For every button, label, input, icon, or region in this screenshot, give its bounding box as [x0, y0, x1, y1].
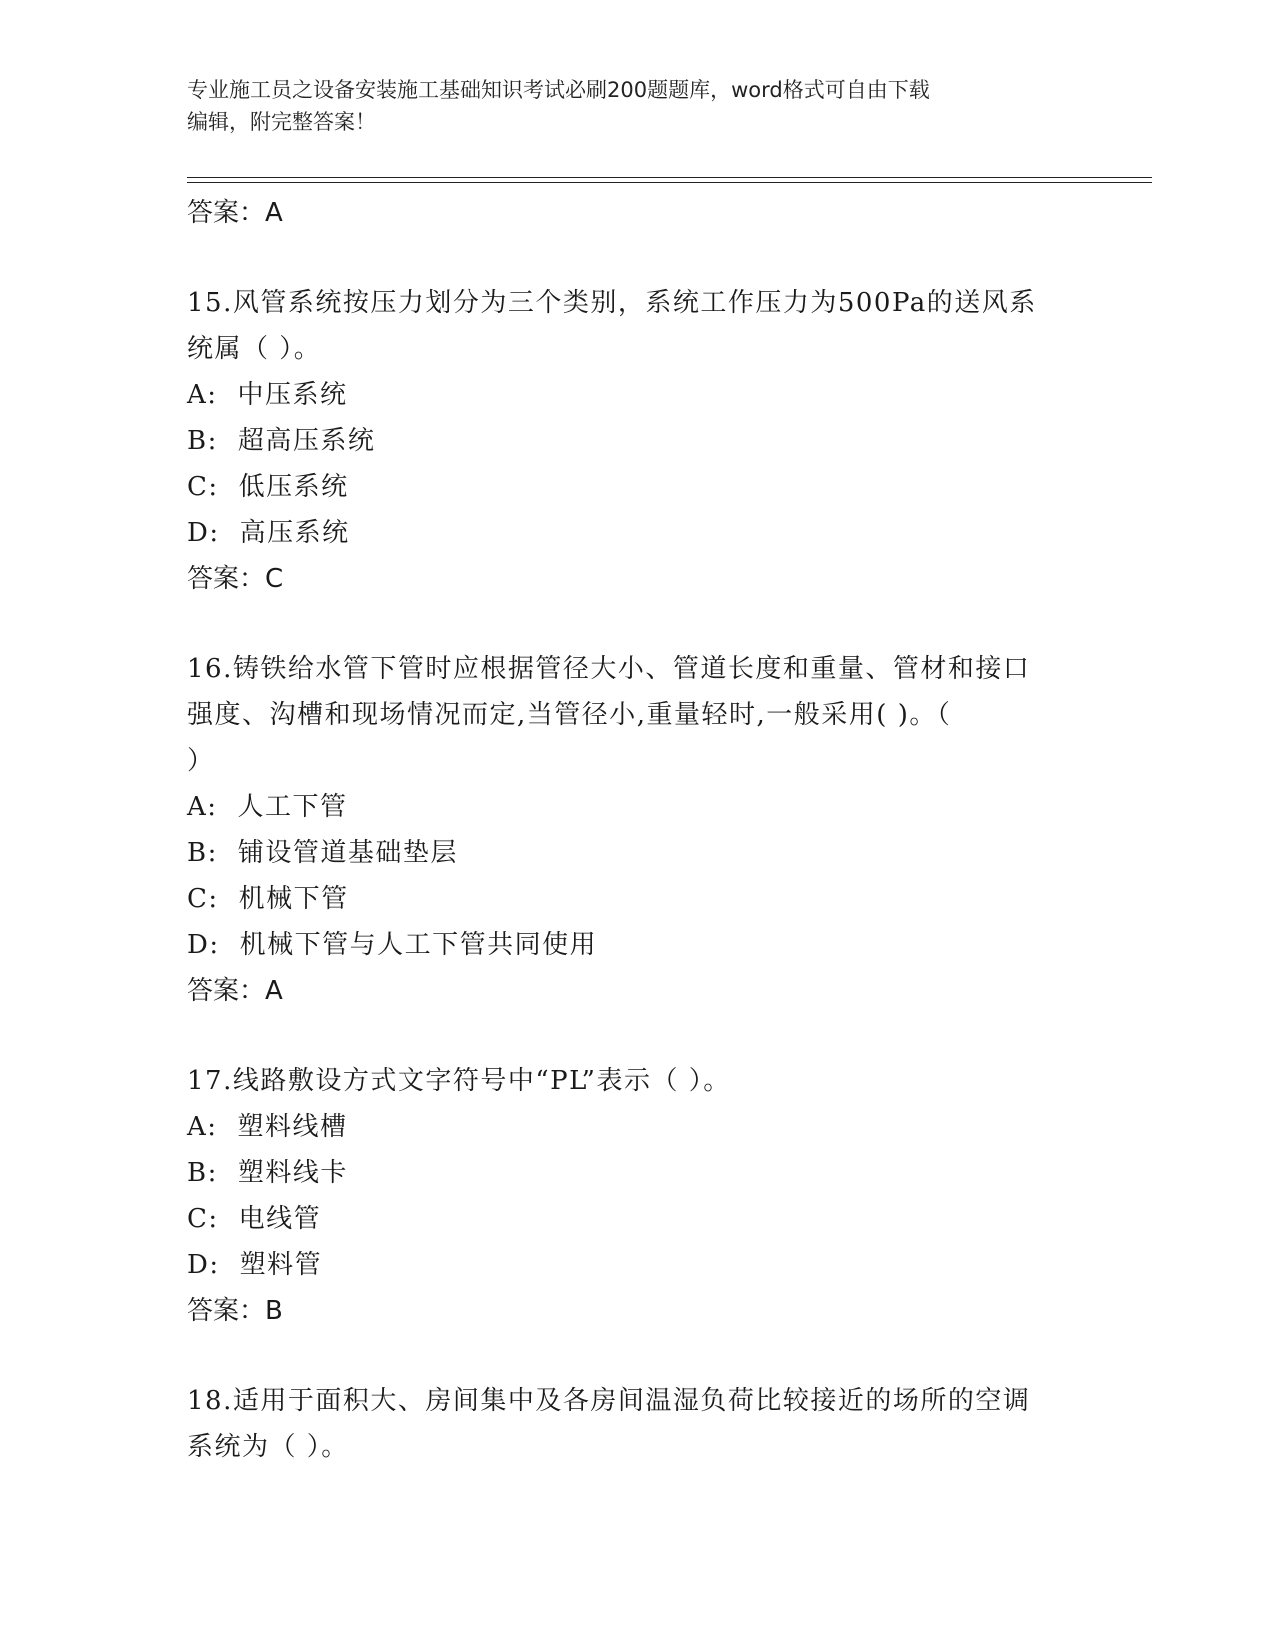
question-block-17 [187, 1058, 1087, 1334]
option-text: 人工下管 [237, 792, 348, 822]
option-b [187, 418, 1087, 464]
header-divider-bottom [187, 182, 1152, 183]
option-text: 机械下管 [238, 884, 349, 914]
option-text: 电线管 [238, 1204, 322, 1234]
answer-line: 答案：A [187, 976, 283, 1006]
question-text-line: 统属（ ）。 [187, 334, 322, 364]
option-d [187, 922, 1087, 968]
option-a [187, 1104, 1087, 1150]
question-text-line: 16.铸铁给水管下管时应根据管径大小、管道长度和重量、管材和接口 [187, 654, 1031, 684]
answer-line: 答案：B [187, 1296, 283, 1326]
option-a [187, 372, 1087, 418]
option-letter: C: [187, 472, 219, 502]
question-list [187, 190, 1087, 1470]
option-d [187, 510, 1087, 556]
option-a [187, 784, 1087, 830]
question-text-line: 强度、沟槽和现场情况而定,当管径小,重量轻时,一般采用( )。（ [187, 700, 952, 730]
option-text: 铺设管道基础垫层 [237, 838, 458, 868]
option-text: 机械下管与人工下管共同使用 [239, 930, 598, 960]
question-text-line: 17.线路敷设方式文字符号中“PL”表示（ ）。 [187, 1066, 731, 1096]
option-letter: A: [187, 792, 218, 822]
question-text-line: ） [187, 746, 215, 776]
document-header [187, 74, 1067, 138]
question-text-line: 15.风管系统按压力划分为三个类别，系统工作压力为500Pa的送风系 [187, 288, 1037, 318]
option-text: 塑料管 [239, 1250, 323, 1280]
option-text: 超高压系统 [237, 426, 376, 456]
option-d [187, 1242, 1087, 1288]
answer-line: 答案：A [187, 198, 283, 228]
option-letter: B: [187, 1158, 218, 1188]
option-letter: B: [187, 838, 218, 868]
option-c [187, 876, 1087, 922]
option-text: 中压系统 [237, 380, 348, 410]
answer-line: 答案：C [187, 564, 284, 594]
option-text: 塑料线卡 [237, 1158, 348, 1188]
option-letter: B: [187, 426, 218, 456]
question-block-15 [187, 280, 1087, 602]
question-block-16 [187, 646, 1087, 1014]
option-letter: C: [187, 1204, 219, 1234]
option-b [187, 1150, 1087, 1196]
option-letter: D: [187, 930, 220, 960]
header-line-2: 编辑，附完整答案！ [187, 110, 376, 134]
header-divider-top [187, 177, 1152, 178]
option-b [187, 830, 1087, 876]
option-letter: A: [187, 380, 218, 410]
header-line-1: 专业施工员之设备安装施工基础知识考试必刷200题题库，word格式可自由下载 [187, 78, 930, 102]
question-block-18 [187, 1378, 1087, 1470]
option-text: 塑料线槽 [237, 1112, 348, 1142]
option-text: 高压系统 [239, 518, 350, 548]
question-text-line: 系统为（ ）。 [187, 1432, 349, 1462]
option-letter: C: [187, 884, 219, 914]
question-text-line: 18.适用于面积大、房间集中及各房间温湿负荷比较接近的场所的空调 [187, 1386, 1031, 1416]
option-text: 低压系统 [238, 472, 349, 502]
option-letter: D: [187, 1250, 220, 1280]
option-c [187, 1196, 1087, 1242]
option-c [187, 464, 1087, 510]
option-letter: A: [187, 1112, 218, 1142]
option-letter: D: [187, 518, 220, 548]
